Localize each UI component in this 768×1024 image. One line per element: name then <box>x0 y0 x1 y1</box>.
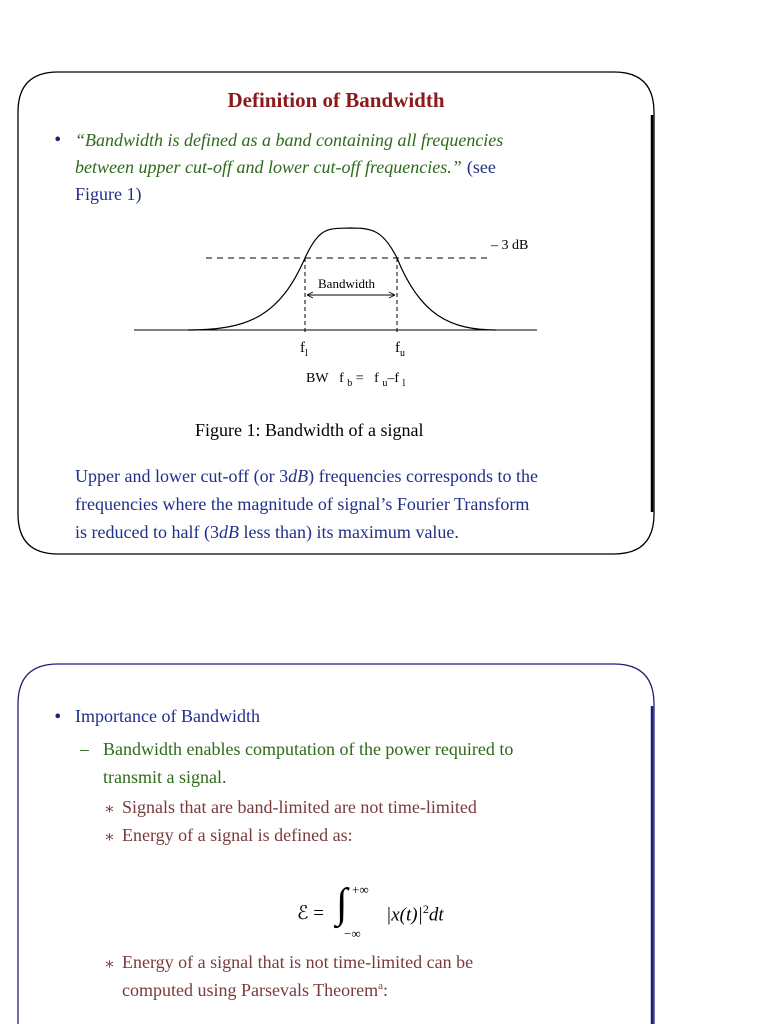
formula-fu: f <box>374 371 379 386</box>
fl-main: f <box>300 340 305 356</box>
star-marker-3: ∗ <box>104 954 115 973</box>
dash-marker: – <box>80 739 89 759</box>
formula-l: l <box>402 377 406 389</box>
para1-db: dB <box>288 466 309 486</box>
formula-minus: –f <box>387 371 399 386</box>
para3-a: is reduced to half (3 <box>75 522 219 542</box>
paragraph-line-2: frequencies where the magnitude of signal’s Fourier Transform <box>75 494 530 514</box>
fu-sub: u <box>400 348 405 359</box>
figure-caption: Figure 1: Bandwidth of a signal <box>195 420 424 440</box>
formula-f: f <box>339 371 344 386</box>
subsub-3-line-2 <box>122 980 388 1001</box>
para1-b: ) frequencies corresponds to the <box>308 466 539 486</box>
bw-formula <box>306 371 405 389</box>
slide1-title: Definition of Bandwidth <box>227 88 445 112</box>
eq-power: 2 <box>422 902 429 916</box>
footnote-mark: a <box>378 980 384 992</box>
quote-line-1: “Bandwidth is defined as a band containing all frequencies <box>75 130 504 150</box>
eq-lower-limit: −∞ <box>344 926 361 941</box>
see-text: (see <box>466 157 496 177</box>
fu-label <box>395 340 405 359</box>
item-importance: Importance of Bandwidth <box>75 706 260 726</box>
eq-integrand <box>386 902 444 926</box>
formula-bw: BW <box>306 371 329 386</box>
subsub-2: Energy of a signal is defined as: <box>122 825 353 845</box>
formula-u: u <box>382 377 388 389</box>
fl-label <box>300 340 308 359</box>
eq-integrand-text: |x(t)| <box>386 904 423 926</box>
figure-reference: Figure 1) <box>75 184 142 204</box>
formula-b: b <box>347 377 353 389</box>
formula-eq: = <box>355 371 364 386</box>
paragraph-line-1 <box>75 462 538 490</box>
subsub-1: Signals that are band-limited are not time-limited <box>122 797 477 817</box>
para1-a: Upper and lower cut-off (or 3 <box>75 466 289 486</box>
paragraph-line-3 <box>75 518 459 546</box>
eq-lhs: ℰ = <box>297 903 324 924</box>
fu-main: f <box>395 340 400 356</box>
quote-line-2: between upper cut-off and lower cut-off frequencies.” <box>75 157 462 177</box>
para3-db: dB <box>218 522 239 542</box>
slide2-bullet-marker: • <box>53 707 63 726</box>
star-marker-1: ∗ <box>104 799 115 818</box>
sub1-line-1: Bandwidth enables computation of the power required to <box>103 739 514 759</box>
eq-dt: dt <box>428 904 444 926</box>
eq-upper-limit: +∞ <box>352 882 369 897</box>
eq-integral: ∫ <box>336 881 348 927</box>
subsub-3-colon: : <box>383 980 389 1000</box>
star-marker-2: ∗ <box>104 827 115 846</box>
minus-3db-label: – 3 dB <box>491 238 529 253</box>
subsub-3-line-1: Energy of a signal that is not time-limited can be <box>122 952 474 972</box>
fl-sub: l <box>305 348 308 359</box>
bullet-marker: • <box>53 130 63 149</box>
subsub-3-text: computed using Parsevals Theorem <box>122 980 379 1000</box>
sub1-line-2: transmit a signal. <box>103 767 227 787</box>
bandwidth-label: Bandwidth <box>318 276 376 291</box>
para3-b: less than) its maximum value. <box>238 522 459 542</box>
